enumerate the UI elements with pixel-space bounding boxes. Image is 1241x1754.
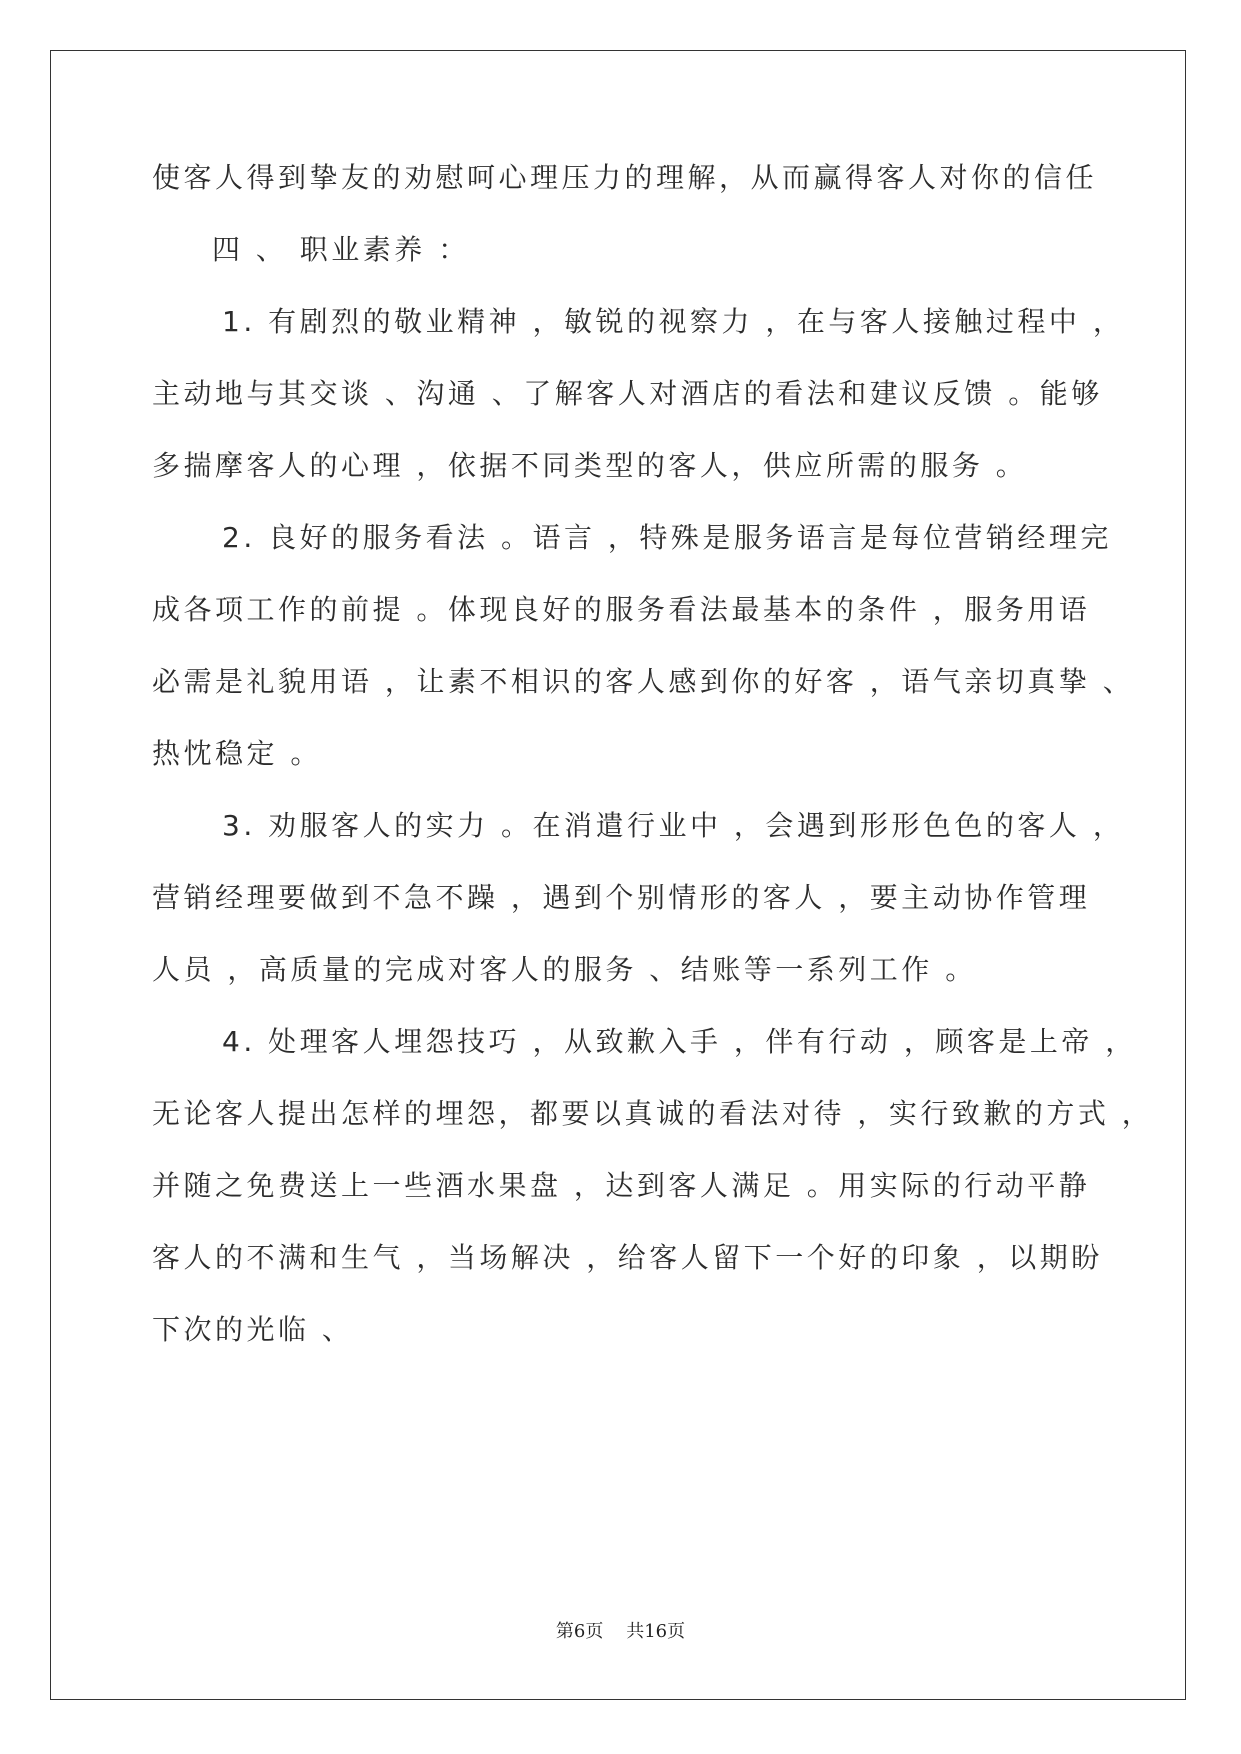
- page-footer: [0, 1620, 1241, 1644]
- text-line: 并随之免费送上一些酒水果盘 ，达到客人满足 。用实际的行动平静: [152, 1169, 1091, 1202]
- text-line: 热忱稳定 。: [152, 737, 322, 770]
- text-line: 主动地与其交谈 、沟通 、了解客人对酒店的看法和建议反馈 。能够: [152, 377, 1103, 410]
- page-total: 共16页: [626, 1621, 686, 1642]
- text-line: 使客人得到挚友的劝慰呵心理压力的理解，从而赢得客人对你的信任: [152, 161, 1098, 194]
- text-line: 1. 有剧烈的敬业精神 ，敏锐的视察力 ，在与客人接触过程中 ，: [222, 305, 1125, 338]
- text-line: 多揣摩客人的心理 ，依据不同类型的客人，供应所需的服务 。: [152, 449, 1028, 482]
- text-line: 营销经理要做到不急不躁 ，遇到个别情形的客人 ，要主动协作管理: [152, 881, 1091, 914]
- text-line: 无论客人提出怎样的埋怨，都要以真诚的看法对待 ，实行致歉的方式 ，: [152, 1097, 1154, 1130]
- text-line: 3. 劝服客人的实力 。在消遣行业中 ，会遇到形形色色的客人 ，: [222, 809, 1125, 842]
- page-border: [50, 50, 1186, 1700]
- text-line: 下次的光临 、: [152, 1313, 354, 1346]
- text-line: 4. 处理客人埋怨技巧 ，从致歉入手 ，伴有行动 ，顾客是上帝 ，: [222, 1025, 1137, 1058]
- text-line: 人员 ，高质量的完成对客人的服务 、结账等一系列工作 。: [152, 953, 977, 986]
- section-heading: 四 、 职业素养 ：: [212, 233, 470, 266]
- text-line: 必需是礼貌用语 ，让素不相识的客人感到你的好客 ，语气亲切真挚 、: [152, 665, 1135, 698]
- text-line: 成各项工作的前提 。体现良好的服务看法最基本的条件 ，服务用语: [152, 593, 1091, 626]
- text-line: 2. 良好的服务看法 。语言 ，特殊是服务语言是每位营销经理完: [222, 521, 1112, 554]
- page-number: 第6页: [555, 1621, 604, 1642]
- text-line: 客人的不满和生气 ，当场解决 ，给客人留下一个好的印象 ，以期盼: [152, 1241, 1103, 1274]
